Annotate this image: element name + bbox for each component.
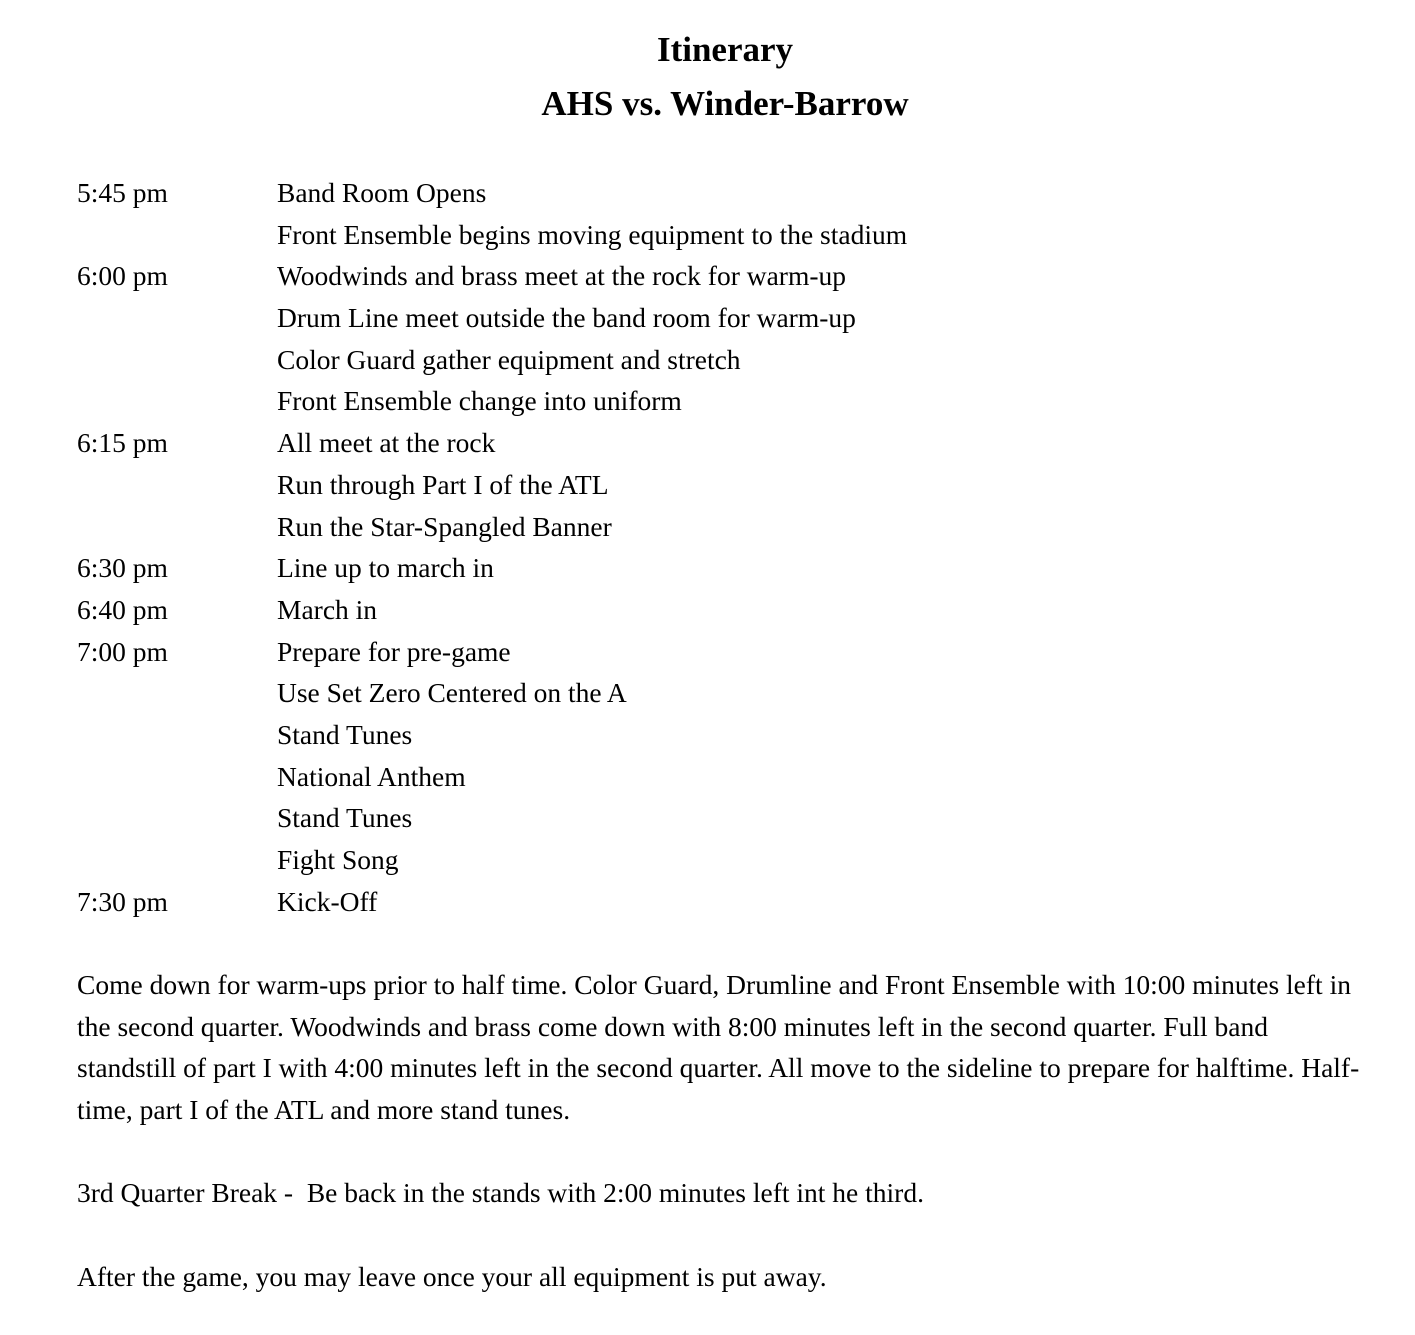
third-quarter-note: 3rd Quarter Break - Be back in the stands with 2:00 minutes left int he third.: [77, 1177, 924, 1208]
schedule-row: [77, 714, 907, 756]
schedule-activity: Front Ensemble change into uniform: [277, 385, 682, 417]
halftime-instructions: Come down for warm-ups prior to half time. Color Guard, Drumline and Front Ensemble with 10:00 minutes left in the second quarter. Woodwinds and brass come down with 8:00 minutes left in the second quarter. Full band standstill of part I with 4:00 minutes left in the second quarter. All move to the sideline to prepare for halftime. Half-time, part I of the ATL and more stand tunes.: [77, 969, 1360, 1125]
schedule-activity: March in: [277, 593, 378, 625]
schedule-row: [77, 464, 907, 506]
schedule-list: [77, 172, 907, 922]
schedule-time: [77, 380, 277, 422]
schedule-activity: Line up to march in: [277, 552, 494, 584]
schedule-row: [77, 631, 907, 673]
schedule-row: [77, 506, 907, 548]
schedule-time: [77, 464, 277, 506]
schedule-activity: Color Guard gather equipment and stretch: [277, 343, 741, 375]
schedule-time: 7:30 pm: [77, 885, 168, 917]
schedule-time: [77, 297, 277, 339]
schedule-time: [77, 714, 277, 756]
schedule-row: [77, 589, 907, 631]
schedule-row: [77, 255, 907, 297]
schedule-time: 6:40 pm: [77, 593, 168, 625]
schedule-row: [77, 172, 907, 214]
schedule-time: [77, 839, 277, 881]
schedule-activity: Drum Line meet outside the band room for warm-up: [277, 302, 856, 334]
schedule-activity: Fight Song: [277, 844, 399, 875]
schedule-activity: Band Room Opens: [277, 177, 487, 208]
schedule-activity: Kick-Off: [277, 885, 378, 917]
schedule-row: [77, 422, 907, 464]
schedule-activity: Prepare for pre-game: [277, 635, 511, 667]
schedule-activity: All meet at the rock: [277, 427, 496, 459]
schedule-row: [77, 297, 907, 339]
schedule-row: [77, 797, 907, 839]
schedule-activity: Front Ensemble begins moving equipment to the stadium: [277, 218, 908, 250]
document-subtitle: AHS vs. Winder-Barrow: [541, 84, 909, 123]
schedule-activity: Use Set Zero Centered on the A: [277, 677, 627, 709]
schedule-row: [77, 839, 907, 881]
schedule-time: [77, 797, 277, 839]
schedule-row: [77, 881, 907, 923]
schedule-row: [77, 339, 907, 381]
schedule-activity: Stand Tunes: [277, 718, 413, 750]
schedule-time: [77, 506, 277, 548]
schedule-time: [77, 214, 277, 256]
schedule-activity: National Anthem: [277, 760, 466, 792]
schedule-activity: Run through Part I of the ATL: [277, 468, 609, 500]
schedule-time: 6:30 pm: [77, 552, 168, 584]
schedule-row: [77, 672, 907, 714]
schedule-time: 5:45 pm: [77, 177, 168, 208]
schedule-time: 7:00 pm: [77, 635, 168, 667]
schedule-activity: Run the Star-Spangled Banner: [277, 510, 612, 542]
schedule-time: 6:15 pm: [77, 427, 168, 459]
schedule-time: [77, 339, 277, 381]
after-game-note: After the game, you may leave once your all equipment is put away.: [77, 1261, 827, 1292]
schedule-time: [77, 756, 277, 798]
schedule-row: [77, 380, 907, 422]
schedule-activity: Stand Tunes: [277, 802, 413, 834]
schedule-row: [77, 756, 907, 798]
document-title: Itinerary: [656, 30, 794, 69]
schedule-time: [77, 672, 277, 714]
schedule-activity: Woodwinds and brass meet at the rock for warm-up: [277, 260, 847, 292]
schedule-row: [77, 547, 907, 589]
schedule-time: 6:00 pm: [77, 260, 168, 292]
schedule-row: [77, 214, 907, 256]
